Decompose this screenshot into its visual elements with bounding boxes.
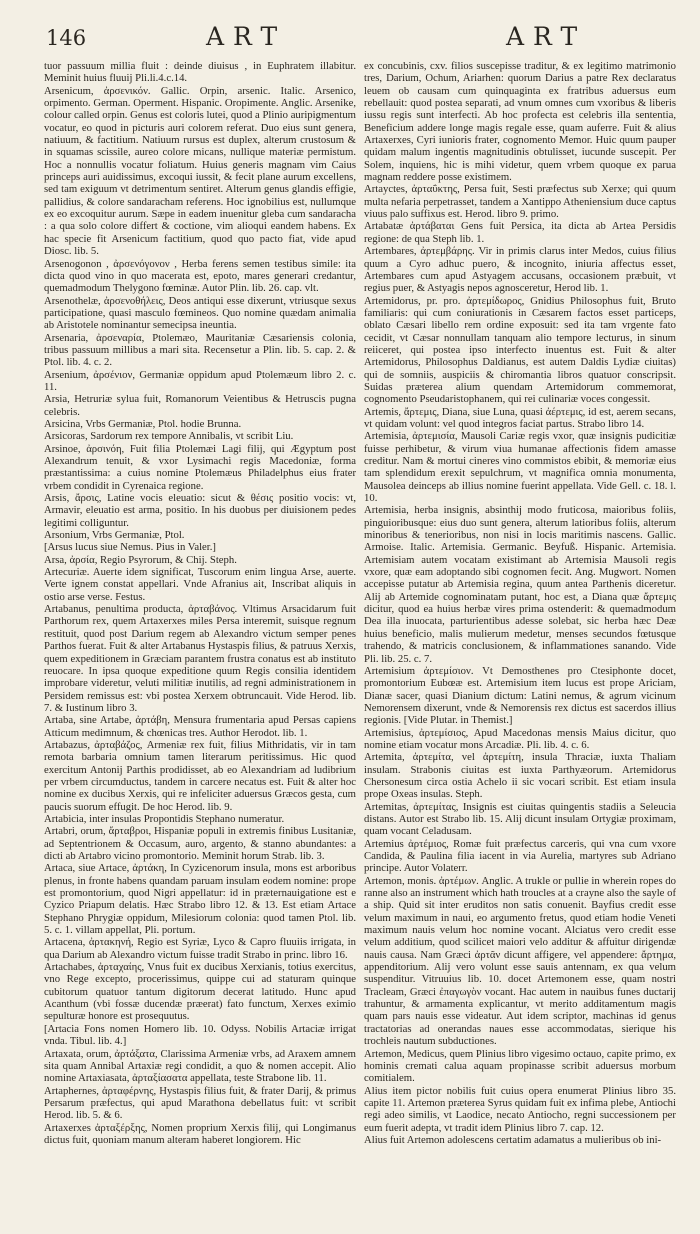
dictionary-entry: Arsenium, ἀρσένιον, Germaniæ oppidum apud Ptolemæum libro 2. c. 11. xyxy=(44,368,356,393)
dictionary-entry: Artemisia, ἀρτεμισία, Mausoli Cariæ regis vxor, quæ insignis pudicitiæ fuisse perhibetur, & virum viua humanae affectionis fidem amasse creditur. Nam & mortui cineres vino commistos ebibit, & memoriæ eius tam splendidum erexit sepulchrum, vt magnifica omnia monumenta, Mausolea deinceps ab illius nomine fuerint appellata. Vide Gell. c. 18. l. 10. xyxy=(364,430,676,505)
dictionary-entry: Artaxerxes ἀρταξέρξης, Nomen proprium Xerxis filij, qui Longimanus dictus fuit, quoniam manum alteram haberet longiorem. Hic xyxy=(44,1121,356,1146)
dictionary-entry: Artemon, monis. ἀρτέμων. Anglic. A trukle or pullie in wherein ropes do ranne also an instrument which hath troucles at a crayne also the sayle of a ship. Quid sit inter eruditos non satis conuenit. Bayfius credit esse velum maximum in naui, eo argumento fretus, quod etiam hodie Veneti maximum nauis velum hoc nomine vocant. Alciatus vero credit esse velum additium, quod scilicet maiori velo additur & affuitur dirigendæ nauis causa. Nam Græci ἀρτᾶν dicunt affigere, vel appendere: ἄρτημα, appenditorium. Alij vero volunt esse sauis antennam, ex qua velum suspenditur. Vitruuius lib. 10. docet Artemonem esse, quam nostri Tracleam, Græci ἐπαγωγὸν vocant. Hac autem in nauibus funes ductarij trahuntur, & armamenta explicantur, vt merito additamentum magis quam pars nauis esse videatur. Aut idem scriptor, machinas id genus tractatorias ad onerandas naues esse accommodatas, sierique his trochleis nautum subductiones. xyxy=(364,874,676,1048)
dictionary-entry: Arsonium, Vrbs Germaniæ, Ptol. xyxy=(44,529,185,542)
running-head-left: ART xyxy=(206,22,287,51)
page-header xyxy=(0,18,700,58)
dictionary-entry: Artemisium ἀρτεμίσιον. Vt Demosthenes pro Ctesiphonte docet, promontorium Eubœæ est. Artemisium item lucus est prope Ariciam, Dianæ sacer, quasi Dianium dictum: Latini nemus, & agrum vicinum Nemorensem dixerunt, vnde & Nemorensis rex dictus est sacerdos illius regionis. [Vide Plutar. in Themist.] xyxy=(364,664,676,727)
dictionary-entry: Artabri, orum, ἄρταβροι, Hispaniæ populi in extremis finibus Lusitaniæ, ad Septentrionem & Occasum, auro, argento, & stanno abundantes: a dicti ab Artabro vicino promontorio. Meminit horum Strab. lib. 3. xyxy=(44,825,356,862)
dictionary-entry: Artemisius, ἀρτεμίσιος, Apud Macedonas mensis Maius dicitur, quo nomine etiam vocatur mons Arcadiæ. Pli. lib. 4. c. 6. xyxy=(364,726,676,751)
dictionary-entry: Artemis, ἄρτεμις, Diana, siue Luna, quasi ἀέρτεμις, id est, aerem secans, vt quidam volunt: vel quod integros faciat partus. Strabo libro 14. xyxy=(364,405,676,430)
dictionary-entry: Arsa, ἀρσία, Regio Psyrorum, & Chij. Steph. xyxy=(44,553,237,566)
dictionary-entry: Arsis, ἄρσις, Latine vocis eleuatio: sicut & θέσις positio vocis: vt, Armavir, eleuatio est arma, positio. In his duobus per diuisionem pedes legitimi colliguntur. xyxy=(44,492,356,529)
dictionary-entry: Alius item pictor nobilis fuit cuius opera enumerat Plinius libro 35. capite 11. Artemon præterea Syrus quidam fuit ex infima plebe, Antiochi regi adeo similis, vt Laodice, necato Antiocho, regni successionem per eum fuerit adepta, vt tradit idem Plinius libro 7. cap. 12. xyxy=(364,1084,676,1134)
dictionary-entry: Artemidorus, pr. pro. ἀρτεμίδωρος, Gnidius Philosophus fuit, Bruto familiaris: qui cum coniurationis in Cæsarem factos esset particeps, oblato Cæsari libello rem ordine exposuit: sed ita tam vrgente fato cecidit, vt Cæsar nonnullam tanquam alio tempore lecturus, in sinum reiiceret, qui postea ipso interfecto inuentus est. Fuit & alter Artemidorus, Philosophus Daldianus, est autem Daldis Lydiæ ciuitas) qui de somniis, auspiciis & chiromantia libros quatuor conscripsit. Suidas præterea alium quendam Artemidorum commemorat, cognomento Pseudaristophanem, qui rei culinariæ voces congessit. xyxy=(364,294,676,406)
dictionary-entry: Artaxata, orum, ἀρτάξατα, Clarissima Armeniæ vrbs, ad Araxem amnem sita quam Annibal Artaxiæ regi condidit, a quo & nomen accepit. Alio nomine Artaxiasata, ἀρταξίασατα appellata, teste Strabone lib. 11. xyxy=(44,1047,356,1085)
dictionary-entry: Artabanus, penultima producta, ἀρταβάνος. Vltimus Arsacidarum fuit Parthorum rex, quem Artaxerxes miles Persa interemit, suisque regnum restituit, quod post Darium regem ab Alexandro victum semper penes Parthos fuerat. Fuit & alter Artabanus Hystaspis filius, & patruus Xerxis, quem expeditionem in Græciam parantem frustra conatus est ab instituto reuocare. In ipsa quoque expeditione quum Regis consilia identidem improbare videretur, veluti militiæ inutilis, ad regni administrationem in Persidem remissus est: vbi postea Xerxem obtruncauit. Vide Herod. lib. 7. & Iustinum libro 3. xyxy=(44,603,356,714)
dictionary-entry: Artaca, siue Artace, ἀρτάκη, In Cyzicenorum insula, mons est arboribus plenus, in fronte habens quandam paruam insulam eodem nomine: prope est promontorium, quod Nigri appellatur: id in præternauigatione est e Cyzico Priapum delatis. Hæc Strabo libro 12. & 13. Est etiam Artace Stephano Phrygiæ oppidum, Milesiorum colonia: quod tamen Ptol. lib. 5. c. 1. villam appellat, Pli. portum. xyxy=(44,862,356,937)
dictionary-entry: Artacena, ἀρτακηνή, Regio est Syriæ, Lyco & Capro fluuiis irrigata, in qua Darium ab Alexandro victum fuisse tradit Strabo in princ. libro 16. xyxy=(44,936,356,961)
dictionary-entry: Arsia, Hetruriæ sylua fuit, Romanorum Veientibus & Hetruscis pugna celebris. xyxy=(44,393,356,418)
dictionary-entry: Artabatæ ἀρτάβαται Gens fuit Persica, ita dicta ab Artea Persidis regione: de qua Steph lib. 1. xyxy=(364,220,676,245)
dictionary-entry: Artemita, ἀρτεμίτα, vel ἀρτεμίτη, insula Thraciæ, iuxta Thaliam insulam. Strabonis ciuitas est iuxta Parthyæorum. Artemidorus Chersonesum circa ostia Achelo ii sic vocari scribit. Est etiam insula prope Oxeas insulas. Steph. xyxy=(364,751,676,801)
dictionary-entry: tuor passuum millia fluit : deinde diuisus , in Euphratem illabitur. Meminit huius fluuij Pli.li.4.c.14. xyxy=(44,60,356,85)
dictionary-entry: Artembares, ἀρτεμβάρης. Vir in primis clarus inter Medos, cuius filius quum a Cyro adhuc puero, & incognito, iniuria affectus esset, Artembares cum apud Astyagem accusans, occasionem præbuit, vt regius puer, & Astyagis nepos agnosceretur, Herod lib. 1. xyxy=(364,245,676,295)
dictionary-entry: Artayctes, ἀρταΰκτης, Persa fuit, Sesti præfectus sub Xerxe; qui quum multa nefaria perpetrasset, tandem a Xantippo Atheniensium duce captus viuus palo suffixus est. Herod. libro 9. primo. xyxy=(364,183,676,221)
dictionary-entry: Arsicina, Vrbs Germaniæ, Ptol. hodie Brunna. xyxy=(44,417,242,430)
dictionary-entry: Arsicoras, Sardorum rex tempore Annibalis, vt scribit Liu. xyxy=(44,430,294,443)
dictionary-entry: [Artacia Fons nomen Homero lib. 10. Odyss. Nobilis Artaciæ irrigat vnda. Tibul. lib. 4.] xyxy=(44,1022,356,1048)
dictionary-entry: ex concubinis, cxv. filios suscepisse traditur, & ex legitimo matrimonio tres, Darium, Ochum, Ariarhen: quorum Darius a patre Rex declaratus leuem ob causam cum quinquaginta ex fratribus aduersus eum rebellauit: quod postea separati, ad vnum omnes cum vxoribus & liberis iussu regis sunt interfecti. Ab hoc profecta est celebris illa sententia, Beneficium addere longe magis regale esse, quam auferre. Fuit & alius Artaxerxes, Cyri iunioris frater, cognomento Memor. Huic quum pauper quidam malum ingentis magnitudinis obtulisset, iucunde suscepit. Per Solem, inquiens, hic is mihi videtur, quem vrbem quoque ex parua magnam reddere posse existimem. xyxy=(364,60,676,184)
left-column xyxy=(44,60,356,1220)
dictionary-entry: Artemon, Medicus, quem Plinius libro vigesimo octauo, capite primo, ex hominis cremati calua aquam propinasse scribit aduersus morbum comitialem. xyxy=(364,1047,676,1085)
dictionary-entry: Arsenaria, ἀρσεναρία, Ptolemæo, Mauritaniæ Cæsariensis colonia, tribus passuum millibus a mari sita. Recensetur a Plin. lib. 5. cap. 2. & Ptol. lib. 4. c. 2. xyxy=(44,331,356,369)
dictionary-entry: Artecuriæ. Auerte idem significat, Tuscorum enim lingua Arse, auerte. Verte ignem constat appellari. Vnde Afranius ait, Inscribat aliquis in ostio arse verse. Festus. xyxy=(44,566,356,603)
page-number: 146 xyxy=(46,26,87,50)
dictionary-entry: Artaba, sine Artabe, ἀρτάβη, Mensura frumentaria apud Persas capiens Atticum medimnum, & chœnicas tres. Author Herodot. lib. 1. xyxy=(44,714,356,739)
dictionary-entry: [Arsus lucus siue Nemus. Pius in Valer.] xyxy=(44,541,216,554)
dictionary-entry: Artemius ἀρτέμιος, Romæ fuit præfectus carceris, qui vna cum vxore Candida, & Paulina filia iacent in via Aurelia, martyres sub Adriano principe. Autor Volaterr. xyxy=(364,837,676,875)
dictionary-entry: Artachabes, ἀρταχαίης, Vnus fuit ex ducibus Xerxianis, totius exercitus, vno Rege excepto, procerissimus, quippe cui ad staturam quinque cubitorum quatuor tantum digitorum decerat latitudo. Hunc apud Acanthum (vbi fossæ ducendæ præerat) fato functum, Xerxes eximio sepulturæ honore est prosequutus. xyxy=(44,961,356,1023)
dictionary-entry: Arsenogonon , ἀρσενόγονον , Herba ferens semen testibus simile: ita dicta quod vino in quo macerata est, epoto, mares generari credantur, quemadmodum Thelygono fœminæ. Autor Plin. lib. 26. cap. vlt. xyxy=(44,257,356,295)
dictionary-entry: Artabicia, inter insulas Propontidis Stephano numeratur. xyxy=(44,812,285,825)
right-column xyxy=(364,60,676,1220)
running-head-right: ART xyxy=(506,22,587,51)
dictionary-entry: Artemisia, herba insignis, absinthij modo fruticosa, maioribus foliis, pinguioribusque: eius duo sunt genera, alterum latioribus foliis, alterum minoribus & tenerioribus, non nisi in locis maritimis nascens. Gallic. Armoise. Italic. Artemisia. Germanic. Beyfuß. Hispanic. Artemisia. Artemisiam autem vocatam existimant ab Artemisia Mausoli regis vxore, quæ eam adoptando sibi cognomen fecit. Ang. Mugwort. Nomen accepisse putatur ab Artemisia regina, quum antea Parthenis diceretur. Alij ab Artemide cognominatam putant, hoc est, a Diana quæ ἄρτεμις dicitur, quod ea huius herbæ vires prima ostenderit: & quemadmodum Dea illa inuocata, parturientibus adesse solebat, sic herba hæc Deæ huius beneficio, malis mulierum medetur, menses secundos fœtusque trahendo, & matricis conclusionem, & inflammationes sanando. Vide Pli. lib. 25. c. 7. xyxy=(364,504,676,665)
dictionary-entry: Arsinoe, ἀρσινόη, Fuit filia Ptolemæi Lagi filij, qui Ægyptum post Alexandrum tenuit, & vxor Lysimachi regis Macedoniæ, forma præstantissima: a cuius nomine Ptolemæus Philadelphus eius frater vrbem condidit in Cyrenaica regione. xyxy=(44,442,356,492)
dictionary-entry: Artabazus, ἀρταβάζος, Armeniæ rex fuit, filius Mithridatis, vir in tam remota barbaria omnium tamen literarum peritissimus. Hic quod exercitum Antonij Parthis prodidisset, ab eo Alexandriam ad ludibrium per vrbem circumductus, tandem in carcere necatus est. Fuit & alter hoc nomine ex ducibus Xerxis, qui re infeliciter aduersus Græcos gesta, cum paucis suorum effugit. De hoc Herod. lib. 9. xyxy=(44,738,356,813)
dictionary-entry: Arsenicum, ἀρσενικόν. Gallic. Orpin, arsenic. Italic. Arsenico, orpimento. German. Operment. Hispanic. Oropimente. Anglic. Arsenike, colour called orpin. Genus est coloris lutei, quod a Plinio auripigmentum vocatur, eo quod in picturis auri colorem referat. Duo eius sunt genera, natiuum, & factitium. Natiuum rursus est duplex, alterum crustosum & in squamas scissile, aureo colore micans, nullique materiæ permistum. Hoc a nonnullis vocatur foliatum. Huius generis magnam vim Caius princeps auri auidissimus, excoqui iussit, & fecit plane aurum excellens, sed tam exiguum vt detrimentum sentiret. Alterum genus glandis effigie, pallidius, & colore sandaracham referens. Hoc ignobilius est, nullumque ex eo excoquitur aurum. Sæpe in eadem inuenitur gleba cum sandaracha : a qua solo colore differt & coctione, vim alioqui eandem habens. Ex hac specie fit Arsenicum factitium, quod quo pacto fiat, vide apud Diosc. lib. 5. xyxy=(44,84,356,258)
dictionary-entry: Artemitas, ἀρτεμίτας, Insignis est ciuitas quingentis stadiis a Seleucia distans. Autor est Strabo lib. 15. Alij dicunt insulam Ortygiæ proximam, quam vocant Celadusam. xyxy=(364,800,676,838)
dictionary-entry: Artaphernes, ἀρταφέρνης, Hystaspis filius fuit, & frater Darij, & primus Persarum præfectus, qui apud Marathona debellatus fuit: vt scribit Herod. lib. 5. & 6. xyxy=(44,1084,356,1122)
dictionary-entry: Alius fuit Artemon adolescens certatim adamatus a mulieribus ob ini- xyxy=(364,1133,662,1146)
dictionary-entry: Arsenothelæ, ἀρσενοθήλεις, Deos antiqui esse dixerunt, vtriusque sexus participatione, quasi masculo fœmineos. Quo nomine quædam animalia ab Aristotele nominantur semecipsa ineuntia. xyxy=(44,294,356,332)
